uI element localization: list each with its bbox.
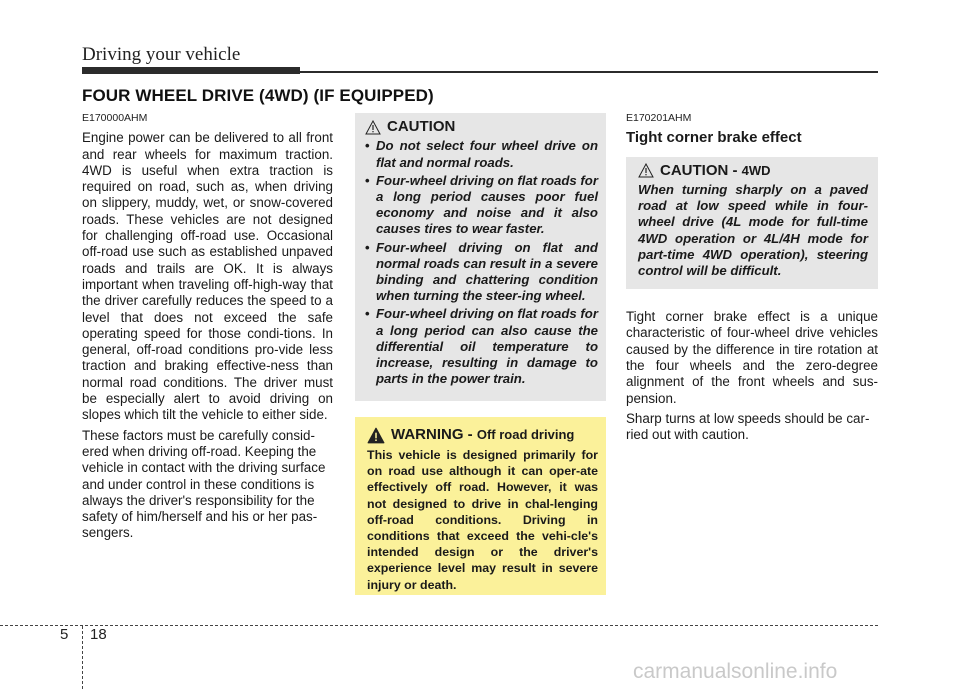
caution-4wd-label: CAUTION - (660, 161, 742, 179)
warning-box (355, 417, 606, 595)
footer-rule (0, 625, 878, 626)
page-number: 18 (90, 626, 107, 643)
caution-item: • Four-wheel driving on flat and normal roads can result in a severe binding and chattering condition when turning the steer-ing wheel. (365, 240, 598, 305)
section-title: FOUR WHEEL DRIVE (4WD) (IF EQUIPPED) (82, 86, 434, 105)
caution-4wd-title (660, 163, 771, 179)
caution-4wd-text: When turning sharply on a paved road at low speed while in four-wheel drive (4L mode for full-time 4WD operation or 4L/4H mode for part-time 4WD operation), steering control will be difficult. (638, 181, 868, 278)
caution-4wd-subtitle: 4WD (741, 162, 771, 178)
footer-divider (82, 626, 83, 689)
offroad-paragraph: These factors must be carefully consid-ered when driving off-road. Keeping the vehicle in contact with the driving surface and under control in these conditions is always the driver's responsibility for the safety of him/herself and his or her pas-sengers. (82, 427, 326, 541)
caution-header (365, 119, 598, 135)
caution-triangle-icon (638, 163, 654, 178)
intro-paragraph: Engine power can be delivered to all front and rear wheels for maximum traction. 4WD is useful when extra traction is required on road, such as, when driving on slippery, muddy, wet, or snow-covered roads. These vehicles are not designed for challenging off-road use. Occasional off-road use such as established unpaved roads and trails are OK. It is always important when traveling off-high-way that the driver carefully reduces the speed to a level that does not exceed the safe operating speed for those condi-tions. In general, off-road conditions pro-vide less traction and braking effective-ness than normal road conditions. The driver must be especially alert to avoid driving on slopes which tilt the vehicle to either side. (82, 130, 333, 423)
caution-list (365, 138, 598, 387)
caution-item: • Do not select four wheel drive on flat and normal roads. (365, 138, 598, 170)
left-column (82, 110, 333, 546)
header-bar (82, 67, 300, 74)
caution-box (355, 113, 606, 401)
sharp-turns-paragraph: Sharp turns at low speeds should be car-ried out with caution. (626, 410, 870, 443)
warning-label: WARNING - (391, 426, 477, 444)
caution-title: CAUTION (387, 118, 456, 135)
subsection-code: E170201AHM (626, 112, 692, 124)
middle-column (355, 113, 606, 595)
caution-item: • Four-wheel driving on flat roads for a long period causes poor fuel economy and noise and it also causes tires to wear faster. (365, 173, 598, 238)
warning-text: This vehicle is designed primarily for on road use although it can oper-ate effectively off road. However, it was not designed to drive in chal-lenging off-road conditions. Driving in conditions that exceed the vehi-cle's intended design or the driver's experience level may result in severe injury or death. (367, 448, 598, 592)
warning-triangle-icon (367, 427, 385, 444)
caution-triangle-icon (365, 120, 381, 135)
section-code: E170000AHM (82, 112, 148, 124)
brake-effect-paragraph: Tight corner brake effect is a unique characteristic of four-wheel drive vehicles caused by the difference in tire rotation at the four wheels and the zero-degree alignment of the front wheels and sus-pension. (626, 309, 878, 406)
warning-title (391, 427, 574, 443)
header-rule (300, 71, 878, 73)
caution-4wd-box (626, 157, 878, 290)
caution-item: • Four-wheel driving on flat roads for a long period can also cause the differential oil temperature to increase, resulting in damage to parts in the power train. (365, 306, 598, 387)
subsection-title: Tight corner brake effect (626, 129, 802, 147)
caution-4wd-header (638, 163, 868, 179)
warning-header (367, 427, 598, 444)
right-column (626, 110, 878, 447)
header-title: Driving your vehicle (82, 44, 241, 65)
chapter-number: 5 (60, 626, 69, 643)
warning-subtitle: Off road driving (476, 427, 575, 443)
watermark: carmanualsonline.info (633, 660, 838, 683)
